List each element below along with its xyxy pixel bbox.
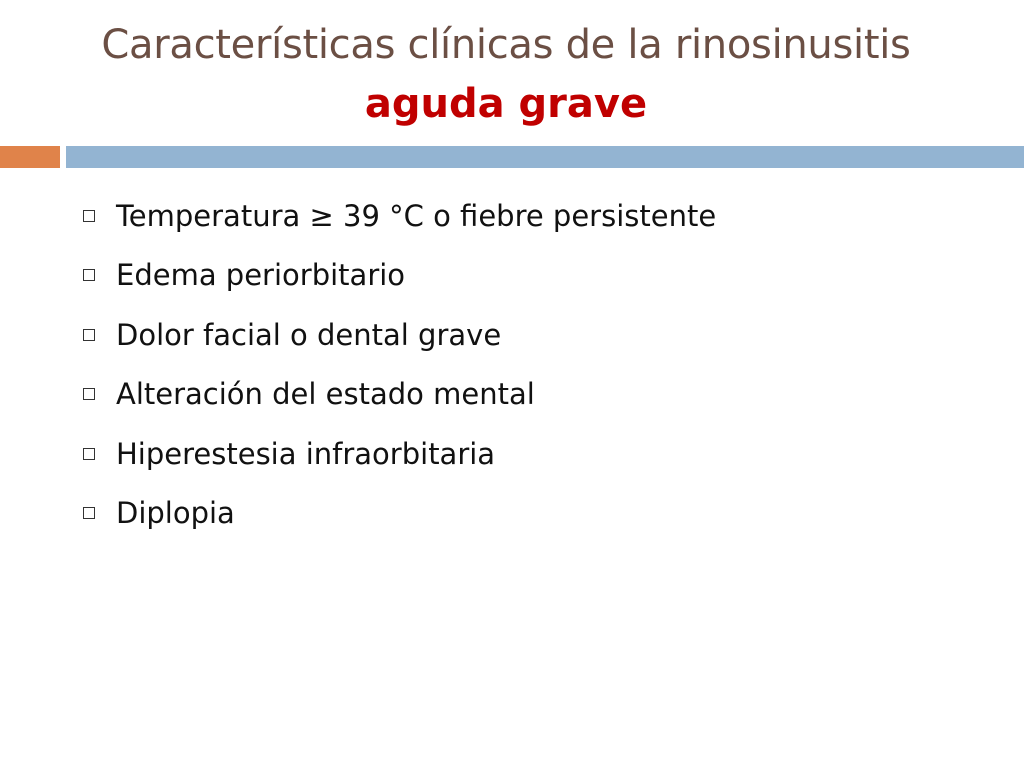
bullet-item xyxy=(80,186,716,246)
slide-title-line-2: aguda grave xyxy=(364,81,648,127)
square-bullet-icon xyxy=(83,448,95,460)
square-bullet-icon xyxy=(83,388,95,400)
bullet-item xyxy=(80,365,716,425)
bullet-item xyxy=(80,305,716,365)
bullet-text: Temperatura ≥ 39 °C o fiebre persistente xyxy=(116,198,717,233)
divider-bar xyxy=(66,146,1024,168)
square-bullet-icon xyxy=(83,210,95,222)
bullet-text: Hiperestesia infraorbitaria xyxy=(116,436,496,471)
bullet-item xyxy=(80,246,716,306)
bullet-text: Diplopia xyxy=(116,496,235,531)
square-bullet-icon xyxy=(83,329,95,341)
bullet-item xyxy=(80,484,716,544)
accent-bar xyxy=(0,146,60,168)
bullet-text: Alteración del estado mental xyxy=(116,377,535,412)
bullet-text: Dolor facial o dental grave xyxy=(116,317,502,352)
slide-title xyxy=(0,14,1012,132)
square-bullet-icon xyxy=(83,269,95,281)
slide-title-line-1: Características clínicas de la rinosinusitis xyxy=(101,22,911,68)
bullet-list xyxy=(80,186,716,543)
bullet-item xyxy=(80,424,716,484)
square-bullet-icon xyxy=(83,507,95,519)
bullet-text: Edema periorbitario xyxy=(116,258,406,293)
